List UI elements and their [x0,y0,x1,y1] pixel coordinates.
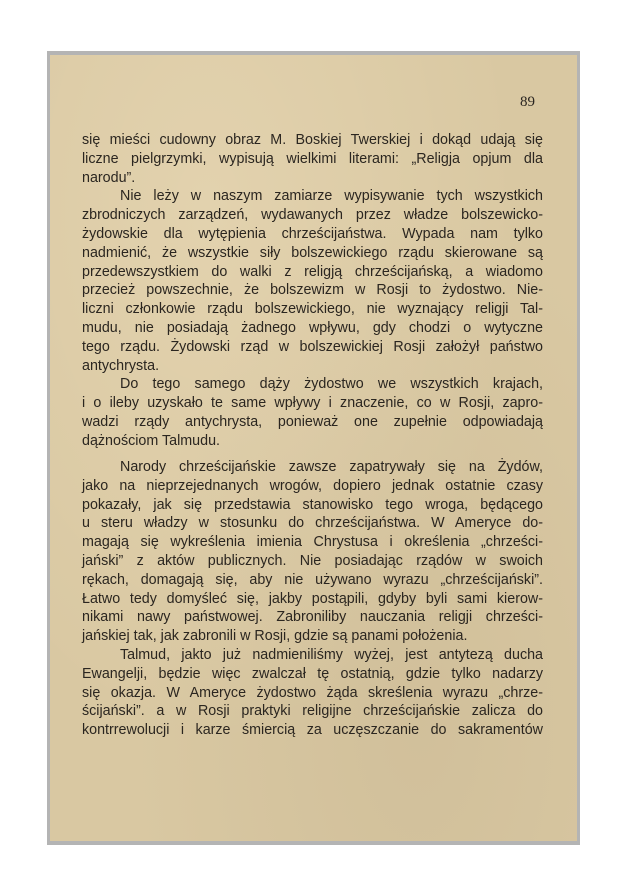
text-line: pokazały, jak się przedstawia stanowisko tego wroga, będącego [82,496,543,513]
text-line: Talmud, jakto już nadmieniliśmy wyżej, jest antytezą ducha [120,646,543,663]
text-line: żydowskie dla wytępienia chrześcijaństwa. Wypada nam tylko [82,225,543,242]
text-line: u steru władzy w stosunku do chrześcijaństwa. W Ameryce do- [82,515,543,532]
paragraph [82,646,543,740]
text-block-lower [82,458,543,740]
paragraph [82,131,543,187]
text-line: nikami nawy państwowej. Zabroniliby nauczania religji chrześci- [82,609,543,626]
text-line: Łatwo tedy domyśleć się, jakby postąpili, gdyby byli sami kierow- [82,590,543,607]
text-line: liczne pielgrzymki, wypisują wielkimi literami: „Religja opjum dla [82,150,543,167]
paragraph [82,375,543,450]
text-line: jako na nieprzejednanych wrogów, dopiero jednak ostatnie czasy [82,477,543,494]
text-line: zbrodniczych zarządzeń, wydawanych przez władze bolszewicko- [82,207,543,224]
text-block-upper [82,131,543,451]
paragraph [82,187,543,375]
page-number: 89 [520,94,535,110]
text-line: narodu”. [82,169,136,186]
text-line: kontrrewolucji i karze śmiercią za uczęszczanie do sakramentów [82,722,543,739]
text-line: się mieści cudowny obraz M. Boskiej Twerskiej i dokąd udają się [82,132,543,148]
text-line: Nie leży w naszym zamiarze wypisywanie tych wszystkich [120,188,543,205]
text-line: jańskiej tak, jak zabronili w Rosji, gdzie są panami położenia. [82,628,468,645]
text-line: przecież powszechnie, że bolszewizm w Rosji to żydostwo. Nie- [82,282,543,299]
text-line: i o ileby uzyskało te same wpływy i znaczenie, co w Rosji, zapro- [82,395,543,412]
text-line: mudu, nie posiadają żadnego wpływu, gdy chodzi o wytyczne [82,319,543,336]
text-line: nadmienić, że wszystkie siły bolszewickiego rządu skierowane są [82,244,543,261]
text-line: przedewszystkiem do walki z religją chrześcijańską, a wiadomo [82,263,543,280]
paragraph [82,458,543,646]
text-line: rękach, domagają się, aby nie używano wyrazu „chrześcijański”. [82,571,543,588]
text-line: wadzi rządy antychrysta, ponieważ one zupełnie odpowiadają [82,413,543,430]
text-line: Narody chrześcijańskie zawsze zapatrywały się na Żydów, [120,459,543,475]
text-line: antychrysta. [82,357,160,374]
text-line: Ewangelji, będzie więc zwalczał tę ostatnią, gdzie tylko nadarzy [82,665,543,682]
text-line: magają się wykreślenia imienia Chrystusa i określenia „chrześci- [82,534,543,551]
text-line: tego rządu. Żydowski rząd w bolszewickiej Rosji założył państwo [82,338,543,355]
text-line: się okazja. W Ameryce żydostwo żąda skreślenia wyrazu „chrze- [82,684,543,701]
text-line: liczni członkowie rządu bolszewickiego, nie wyznający religji Tal- [82,301,543,318]
text-line: Do tego samego dąży żydostwo we wszystkich krajach, [120,376,543,393]
text-line: dążnościom Talmudu. [82,432,221,449]
text-line: jański” z aktów publicznych. Nie posiadając rządów w swoich [82,552,543,569]
text-line: ścijański”. a w Rosji praktyki religijne chrześcijańskie zalicza do [82,703,543,720]
